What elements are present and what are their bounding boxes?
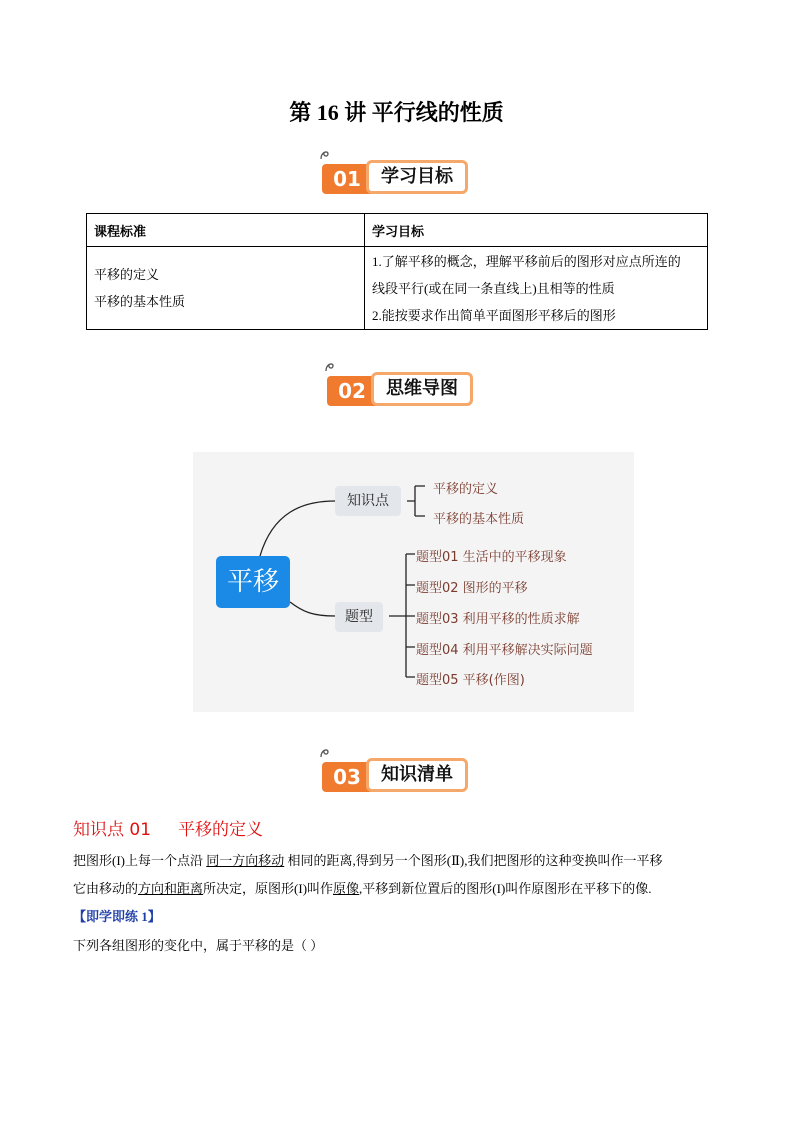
section-badge-objectives xyxy=(322,158,472,194)
question-text: 下列各组图形的变化中，属于平移的是（ ） xyxy=(73,938,324,953)
blank-answer: 同一方向移动 xyxy=(206,853,285,868)
mind-map xyxy=(193,452,634,712)
mindmap-leaf: 题型02 图形的平移 xyxy=(416,581,528,596)
curl-icon xyxy=(318,744,332,758)
table-header-goal: 学习目标 xyxy=(365,214,708,247)
section-label: 知识清单 xyxy=(366,758,468,792)
mindmap-leaf: 题型04 利用平移解决实际问题 xyxy=(416,643,593,658)
section-number: 01 xyxy=(322,164,372,194)
section-badge-knowledge xyxy=(322,756,472,792)
mindmap-branch-knowledge: 知识点 xyxy=(335,486,401,516)
objectives-table xyxy=(86,213,708,330)
blank-answer: 原像 xyxy=(333,881,360,896)
text: 相同的距离,得到另一个图形(Ⅱ),我们把图形的这种变换叫作一平移 xyxy=(287,853,663,868)
definition-line-2 xyxy=(73,878,652,897)
section-number: 02 xyxy=(327,376,377,406)
mindmap-leaf: 题型05 平移(作图) xyxy=(416,673,525,688)
mindmap-leaf: 平移的基本性质 xyxy=(433,512,525,527)
mindmap-leaf: 平移的定义 xyxy=(433,482,499,497)
section-label: 学习目标 xyxy=(366,160,468,194)
section-label: 思维导图 xyxy=(371,372,473,406)
curl-icon xyxy=(323,358,337,372)
definition-line-1 xyxy=(73,850,663,869)
text: 把图形(I)上每一个点沿 xyxy=(73,853,203,868)
text: ,平移到新位置后的图形(I)叫作原图形在平移下的像. xyxy=(359,881,652,896)
standard-item: 平移的定义 xyxy=(94,267,160,282)
mindmap-leaf: 题型01 生活中的平移现象 xyxy=(416,550,567,565)
practice-label: 【即学即练 1】 xyxy=(73,909,161,924)
standards-cell xyxy=(87,247,365,330)
mindmap-branch-types: 题型 xyxy=(335,602,383,632)
knowledge-point-title: 知识点 01 平移的定义 xyxy=(73,820,264,840)
text: 它由移动的 xyxy=(73,881,139,896)
table-header-standard: 课程标准 xyxy=(87,214,365,247)
mindmap-root-node: 平移 xyxy=(216,556,290,608)
text: 所决定，原图形(I)叫作 xyxy=(203,881,334,896)
mindmap-leaf: 题型03 利用平移的性质求解 xyxy=(416,612,580,627)
standard-item: 平移的基本性质 xyxy=(94,294,186,309)
goals-cell xyxy=(365,247,708,330)
curl-icon xyxy=(318,146,332,160)
page-title: 第 16 讲 平行线的性质 xyxy=(289,100,504,125)
section-badge-mindmap xyxy=(327,370,477,406)
goal-line: 1.了解平移的概念，理解平移前后的图形对应点所连的 xyxy=(372,253,681,269)
goal-line: 2.能按要求作出简单平面图形平移后的图形 xyxy=(372,307,616,323)
section-number: 03 xyxy=(322,762,372,792)
blank-answer: 方向和距离 xyxy=(138,881,204,896)
goal-line: 线段平行(或在同一条直线上)且相等的性质 xyxy=(372,280,615,296)
